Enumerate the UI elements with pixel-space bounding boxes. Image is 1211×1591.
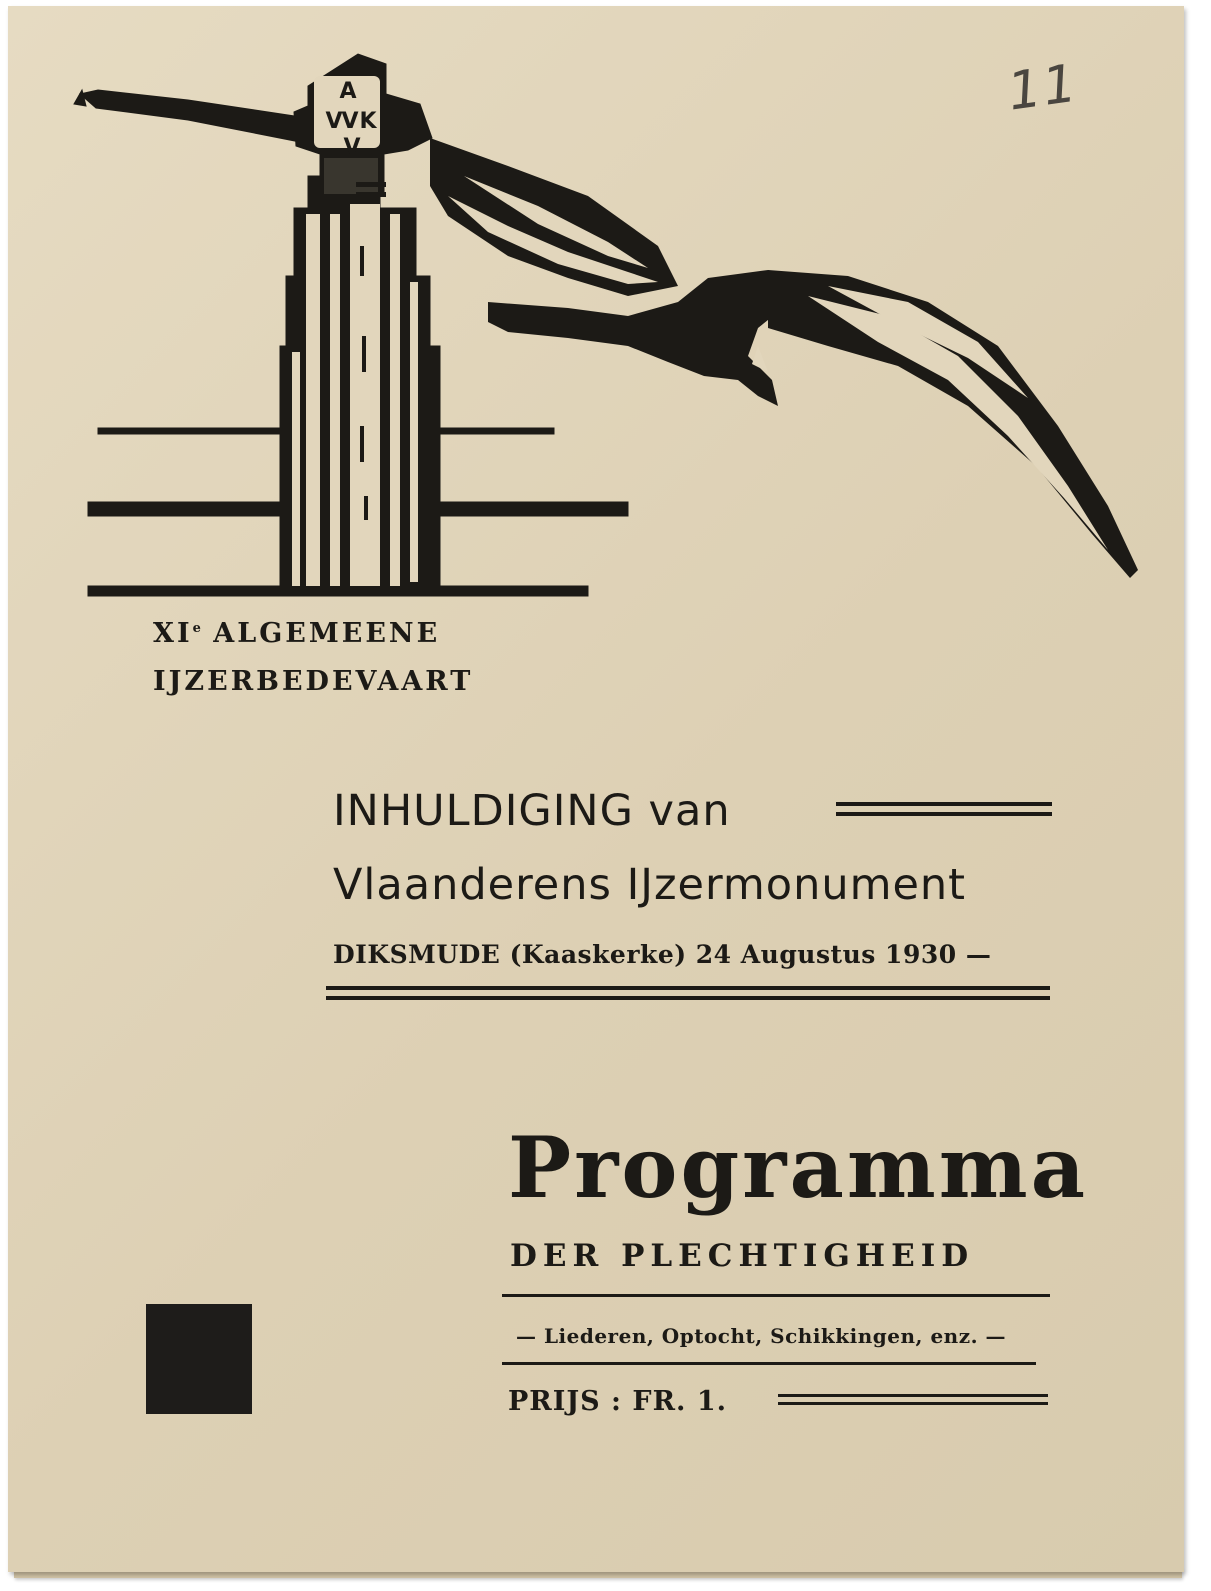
handwritten-page-number: 11 [1004,53,1083,123]
edition-label: ALGEMEENE [200,618,441,649]
date-location-line: DIKSMUDE (Kaaskerke) 24 Augustus 1930 — [333,940,992,969]
monument-letter-v3: V [343,135,361,160]
left-wing [80,90,308,142]
monument-letter-v2: V [341,109,359,134]
black-square-stamp [146,1304,252,1414]
title-line-2: Vlaanderens IJzermonument [333,860,967,910]
program-title: Programma [508,1118,1089,1217]
edition-line [153,618,440,649]
pilgrimage-name: IJZERBEDEVAART [153,666,474,697]
date-rule-bottom [326,996,1050,1000]
program-rule-2 [502,1362,1036,1365]
title-line-1: INHULDIGING van [333,786,731,836]
right-wing-outer [768,270,1138,578]
title-rule-bottom [836,812,1052,816]
program-rule-1 [502,1294,1050,1297]
edition-superscript: e [192,621,201,636]
booklet-cover [8,6,1184,1572]
program-subtitle: DER PLECHTIGHEID [510,1238,975,1274]
edition-number: XI [153,618,193,649]
program-contents: — Liederen, Optocht, Schikkingen, enz. — [516,1324,1006,1348]
title-rule-top [836,802,1052,806]
price-line: PRIJS : FR. 1. [508,1386,728,1417]
price-rule-bottom [778,1402,1048,1405]
monument-letter-k: K [359,109,377,134]
monument-letter-a: A [339,79,357,104]
date-rule-top [326,986,1050,990]
price-rule-top [778,1394,1048,1397]
monument-letter-v1: V [325,109,343,134]
woodcut-illustration [68,46,1158,606]
